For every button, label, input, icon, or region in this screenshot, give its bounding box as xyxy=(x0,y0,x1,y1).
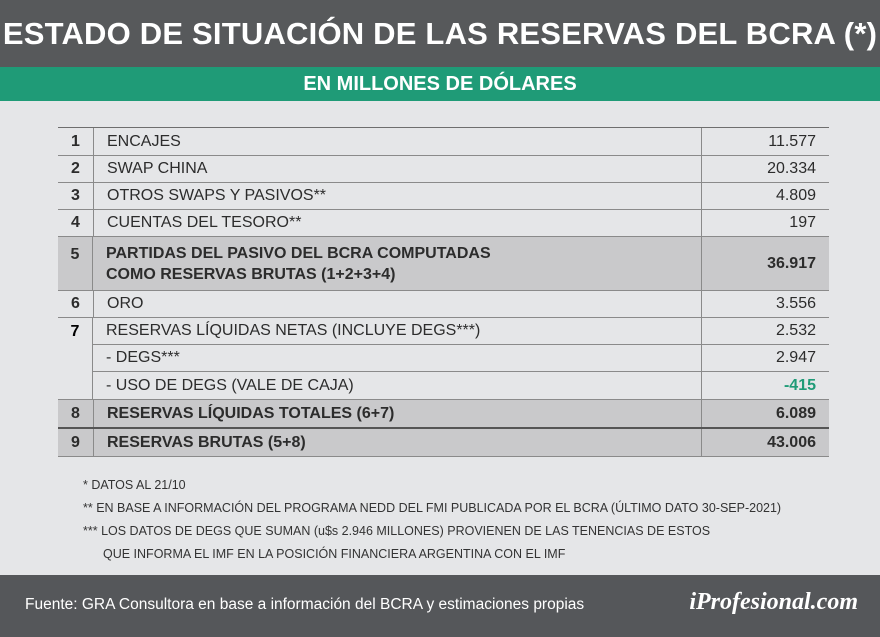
footnotes xyxy=(83,474,781,566)
table-row-subtotal xyxy=(58,237,829,291)
row-description: - USO DE DEGS (VALE DE CAJA) xyxy=(93,372,702,399)
table-row xyxy=(93,318,829,345)
row-value: 2.947 xyxy=(775,349,816,366)
row-number: 4 xyxy=(58,210,94,236)
row-description: RESERVAS LÍQUIDAS NETAS (INCLUYE DEGS***) xyxy=(93,318,702,344)
row-value: 197 xyxy=(789,214,816,231)
table-row xyxy=(58,210,829,237)
row-value-negative: -415 xyxy=(783,376,816,394)
row-description: ORO xyxy=(94,291,702,317)
row-description xyxy=(93,237,702,290)
row-description-line2: COMO RESERVAS BRUTAS (1+2+3+4) xyxy=(106,265,396,283)
row-number: 2 xyxy=(58,156,94,182)
row-number: 8 xyxy=(58,400,94,427)
row-value: 2.532 xyxy=(775,322,816,339)
row-number: 3 xyxy=(58,183,94,209)
table-row xyxy=(58,128,829,156)
row-number: 9 xyxy=(58,429,94,456)
row-description: OTROS SWAPS Y PASIVOS** xyxy=(94,183,702,209)
row-group-body xyxy=(93,318,829,399)
row-description: CUENTAS DEL TESORO** xyxy=(94,210,702,236)
table-row xyxy=(58,183,829,210)
table-row-total xyxy=(58,429,829,457)
row-number: 5 xyxy=(58,237,93,290)
row-description: ENCAJES xyxy=(94,128,702,155)
table-row-group xyxy=(58,318,829,400)
row-number: 1 xyxy=(58,128,94,155)
footnote-3-continued: QUE INFORMA EL IMF EN LA POSICIÓN FINANCIERA ARGENTINA CON EL IMF xyxy=(103,547,566,561)
row-value: 20.334 xyxy=(767,160,816,177)
row-value: 36.917 xyxy=(767,254,816,272)
row-description: - DEGS*** xyxy=(93,345,702,371)
table-row-total xyxy=(58,400,829,429)
page-title: ESTADO DE SITUACIÓN DE LAS RESERVAS DEL BCRA (*) xyxy=(0,0,880,67)
row-value: 3.556 xyxy=(775,295,816,312)
row-value: 11.577 xyxy=(768,132,816,150)
table-row xyxy=(93,372,829,399)
row-description: RESERVAS BRUTAS (5+8) xyxy=(94,429,702,456)
row-value: 4.809 xyxy=(775,187,816,204)
page-subtitle: EN MILLONES DE DÓLARES xyxy=(0,67,880,101)
footnote-2: ** EN BASE A INFORMACIÓN DEL PROGRAMA NEDD DEL FMI PUBLICADA POR EL BCRA (ÚLTIMO DATO 30-SEP-2021) xyxy=(83,501,782,515)
row-value: 43.006 xyxy=(767,433,816,451)
row-description: RESERVAS LÍQUIDAS TOTALES (6+7) xyxy=(94,400,702,427)
row-description: SWAP CHINA xyxy=(94,156,702,182)
source-text: Fuente: GRA Consultora en base a información del BCRA y estimaciones propias xyxy=(25,596,585,613)
row-value: 6.089 xyxy=(775,404,816,422)
footer xyxy=(0,575,880,637)
table-row xyxy=(93,345,829,372)
reserves-table xyxy=(58,127,829,457)
brand-logo: iProfesional.com xyxy=(689,589,858,615)
table-row xyxy=(58,291,829,318)
row-description-line1: PARTIDAS DEL PASIVO DEL BCRA COMPUTADAS xyxy=(106,244,491,262)
footnote-3: *** LOS DATOS DE DEGS QUE SUMAN (u$s 2.946 MILLONES) PROVIENEN DE LAS TENENCIAS DE ESTOS xyxy=(83,524,711,538)
table-row xyxy=(58,156,829,183)
footnote-1: * DATOS AL 21/10 xyxy=(83,478,186,492)
row-number: 7 xyxy=(58,318,93,399)
row-number: 6 xyxy=(58,291,94,317)
